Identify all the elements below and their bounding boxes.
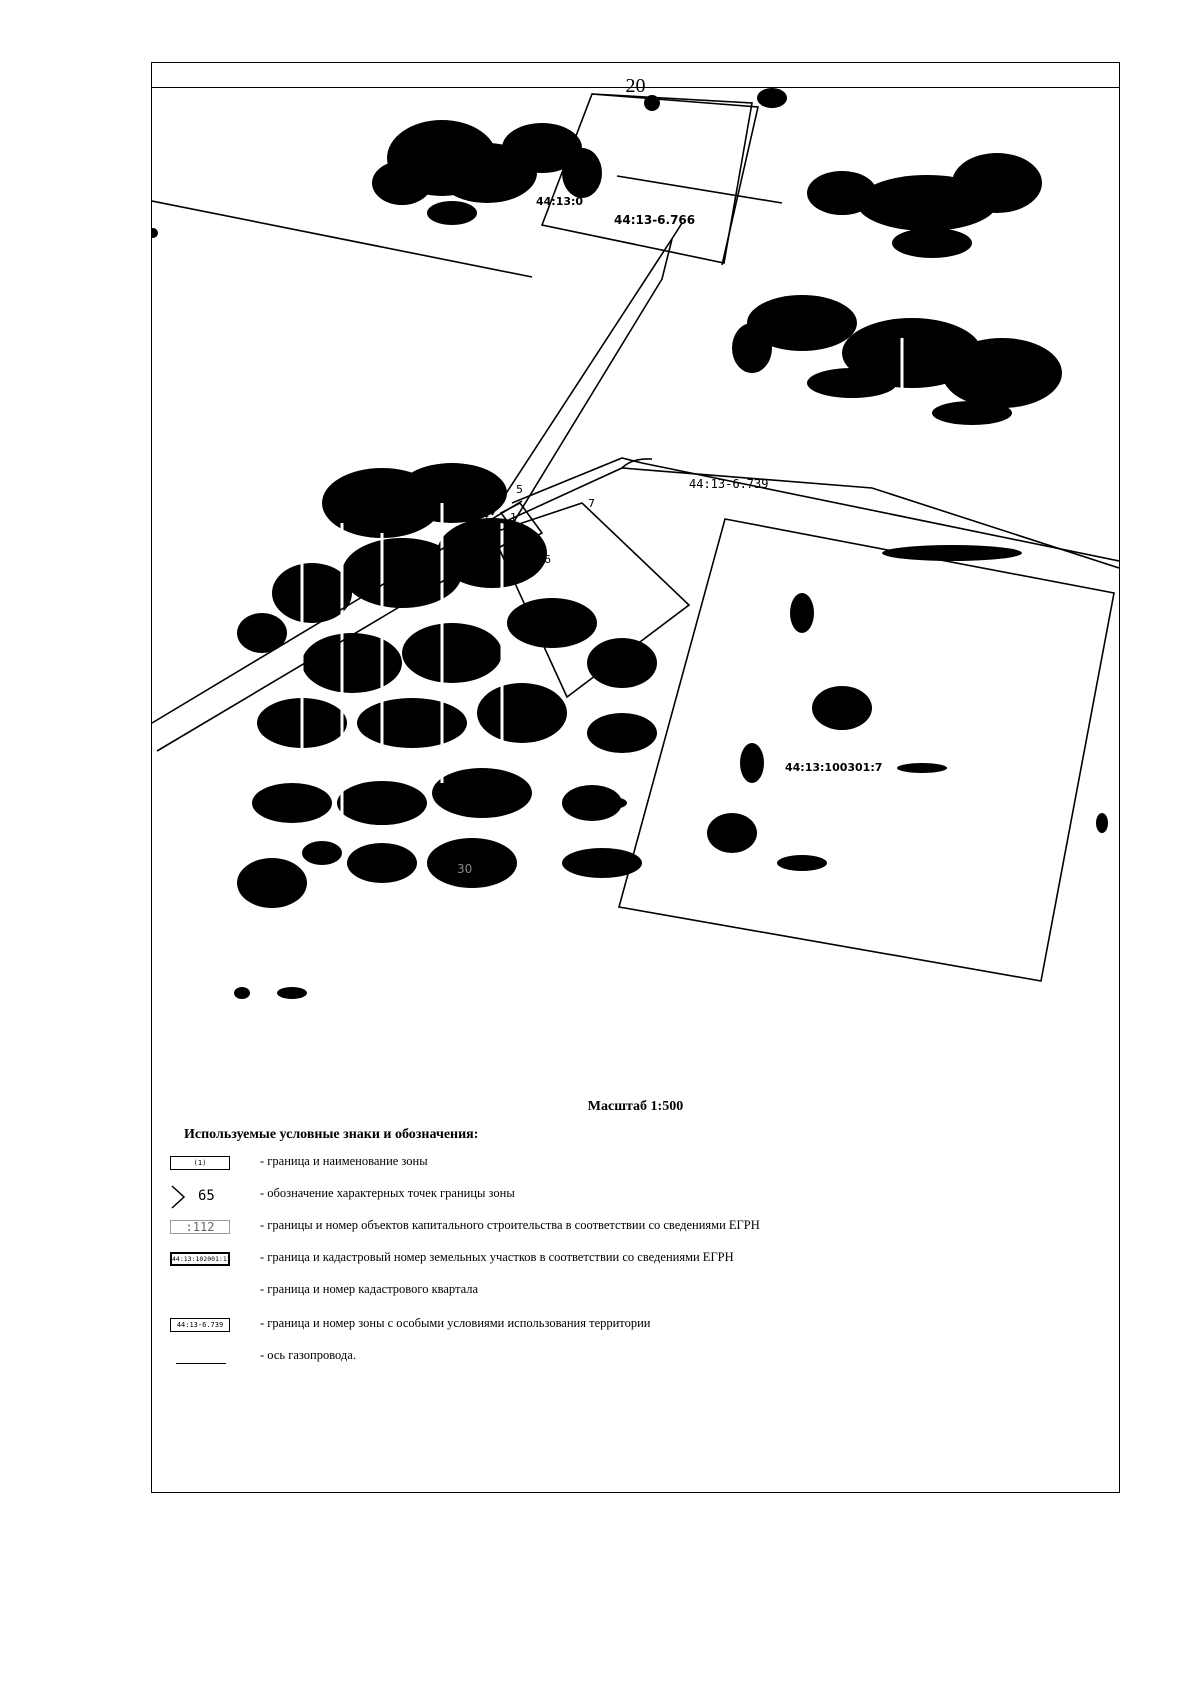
legend-text: - граница и номер зоны с особыми условиями использования территории [260,1316,651,1330]
parcels [492,94,1114,981]
legend-item-zone [170,1151,1070,1175]
point-label: 1 [510,511,517,524]
page-frame [151,62,1120,1493]
legend-text: - граница и наименование зоны [260,1154,428,1168]
parcel-44-13-100301-7 [619,519,1114,981]
legend-item-building [170,1215,1070,1239]
building-symbol: :112 [170,1215,240,1239]
legend-text: - обозначение характерных точек границы зоны [260,1186,515,1200]
legend-item-gas-axis [170,1345,1070,1369]
zone-label-top: 44:13-6.766 [614,213,696,227]
special-zone-symbol: 44:13-6.739 [170,1313,240,1337]
faint-label: 30 [457,862,473,876]
legend-text: - ось газопровода. [260,1348,356,1362]
quarter-symbol [170,1279,240,1303]
zone-label-road: 44:13-6.739 [689,477,769,491]
scale-label: Масштаб 1:500 [587,1099,684,1114]
gas-zone-road-top [502,468,1119,568]
point-label: 4 [482,509,489,522]
parcel-symbol: 44:13:102001:11 [170,1247,240,1271]
gas-zone-road-top-outer [512,458,1119,561]
legend-text: - граница и кадастровый номер земельных участков в соответствии со сведениями ЕГРН [260,1250,734,1264]
point-label: 5 [516,483,523,496]
point-marker-number: 65 [198,1188,215,1204]
gas-axis-line [176,1363,226,1364]
legend-text: - границы и номер объектов капитального строительства в соответствии со сведениями ЕГРН [260,1218,760,1232]
legend-item-parcel [170,1247,1070,1271]
gas-zone-upper-line [617,176,782,203]
parcel-top-inner [592,94,758,265]
legend-item-quarter [170,1279,1070,1303]
point-marker-symbol [170,1183,240,1207]
gas-zone-diagonal-right [507,239,672,533]
zone-symbol: (1) [170,1151,240,1175]
legend-item-point [170,1183,1070,1207]
parcel-label: 44:13:100301:7 [785,761,883,774]
point-label: 6 [544,553,551,566]
legend-item-special-zone [170,1313,1070,1337]
page-number: 20 [625,75,646,97]
point-label: 7 [588,497,595,510]
cadastral-map [152,63,1119,1093]
legend-title: Используемые условные знаки и обозначения: [184,1127,479,1142]
legend-text: - граница и номер кадастрового квартала [260,1282,479,1296]
gas-axis-symbol [170,1345,240,1369]
zone-label-top-partial: 44:13:0 [536,195,584,208]
